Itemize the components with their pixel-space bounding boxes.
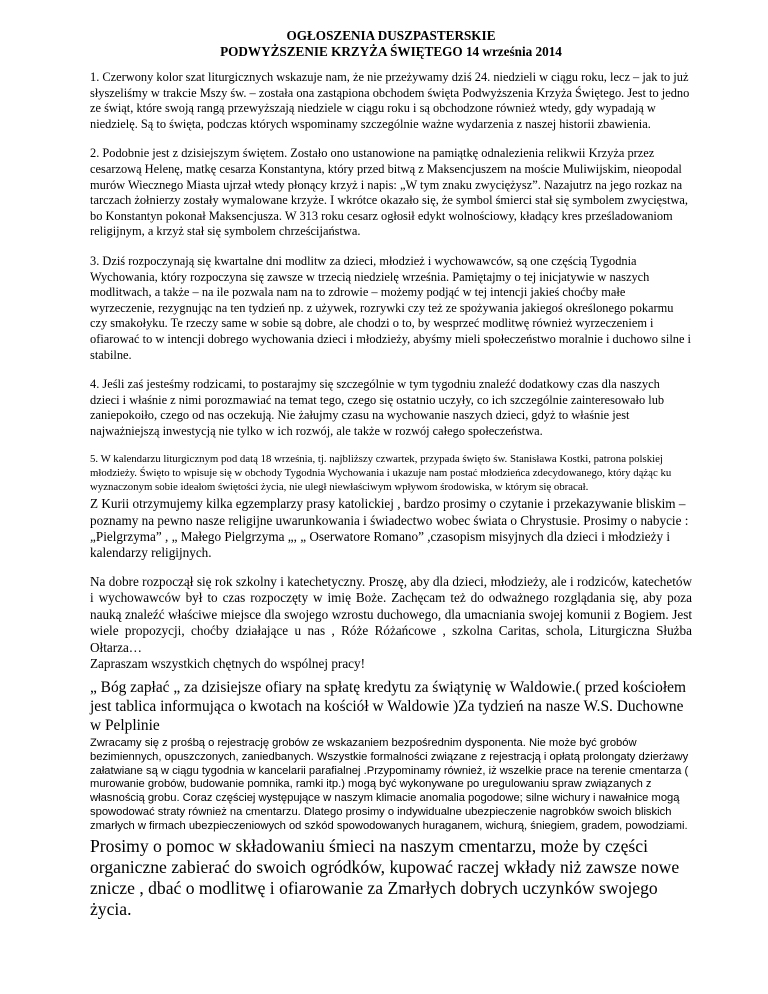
announcement-2: 2. Podobnie jest z dzisiejszym świętem. Zostało ono ustanowione na pamiątkę odnalezienia relikwii Krzyża przez cesarzową Helenę, matkę cesarza Konstantyna, który przed bitwą z Maksencjuszem na moście Muliwijskim, nieopodal murów Wiecznego Miasta ujrzał wtedy płonący krzyż i napis: „W tym znaku zwyciężysz”. Nazajutrz na jego rozkaz na tarczach żołnierzy zostały wymalowane krzyże. I wkrótce okazało się, że symbol śmierci stał się symbolem zwycięstwa, bo Konstantyn pokonał Maksencjusza. W 313 roku cesarz ogłosił edykt wolnościowy, kładący kres prześladowaniom religijnym, a krzyż stał się symbolem chrześcijaństwa. (90, 146, 688, 239)
catholic-press-notice: Z Kurii otrzymujemy kilka egzemplarzy prasy katolickiej , bardzo prosimy o czytanie i przekazywanie bliskim – poznamy na pewno nasze religijne uwarunkowania i świadectwo wobec świata o Chrystusie. Prosimy o nabycie : „Pielgrzyma” , „ Małego Pielgrzyma „, „ Oserwatore Romano” ,czasopism misyjnych dla dzieci i młodzieży i kalendarzy religijnych. (90, 496, 689, 561)
announcement-1: 1. Czerwony kolor szat liturgicznych wskazuje nam, że nie przeżywamy dziś 24. niedzieli w ciągu roku, lecz – jak to już słyszeliśmy w trakcie Mszy św. – została ona zastąpiona obchodem święta Podwyższenia Krzyża Świętego. Jest to jedno ze świąt, które swoją rangą przewyższają niedziele w ciągu roku i są obchodzone również wtedy, gdy wypadają w niedzielę. Są to święta, podczas których wspominamy szczególnie ważne wydarzenia z naszej historii zbawienia. (90, 70, 690, 131)
offering-thanks-notice: „ Bóg zapłać „ za dzisiejsze ofiary na spłatę kredytu za świątynię w Waldowie.( przed kościołem jest tablica informująca o kwotach na kościół w Waldowie )Za tydzień na nasze W.S. Duchowne w Pelplinie (90, 679, 686, 734)
heading-title: OGŁOSZENIA DUSZPASTERSKIE (286, 28, 496, 43)
school-year-notice: Na dobre rozpoczął się rok szkolny i katechetyczny. Proszę, aby dla dzieci, młodzieży, ale i rodziców, katechetów i wychowawców był to czas rozpoczęty w imię Boże. Zachęcam też do odważnego rozglądania się, aby poza nauką znaleźć właściwe miejsce dla swojego wzrostu duchowego, dla umacniania swojej komunii z Bogiem. Jest wiele propozycji, choćby działające u nas , Róże Różańcowe , szkolna Caritas, schola, Liturgiczna Służba Ołtarza… (90, 573, 692, 655)
announcement-4: 4. Jeśli zaś jesteśmy rodzicami, to postarajmy się szczególnie w tym tygodniu znaleźć dodatkowy czas dla naszych dzieci i właśnie z nimi porozmawiać na temat tego, czego się ostatnio uczyły, co ich szczególnie zainteresowało lub zaniepokoiło, czego od nas oczekują. Nie żałujmy czasu na wychowanie naszych dzieci, gdyż to właśnie jest najważniejszą inwestycją nie tylko w ich rozwój, ale także w rozwój całego społeczeństwa. (90, 377, 665, 438)
cemetery-waste-notice: Prosimy o pomoc w składowaniu śmieci na naszym cmentarzu, może by części organiczne zabierać do swoich ogródków, kupować raczej wkłady niż zawsze nowe znicze , dbać o modlitwę i ofiarowanie za Zmarłych dobrych uczynków swojego życia. (90, 835, 680, 919)
announcements-page (90, 28, 692, 920)
cemetery-registration-notice: Zwracamy się z prośbą o rejestrację grobów ze wskazaniem bezpośrednim dysponenta. Nie może być grobów bezimiennych, opuszczonych, zaniedbanych. Wszystkie formalności związane z rejestracją i opłatą prolongaty dzierżawy załatwiane są w ciągu tygodnia w kancelarii parafialnej .Przypominamy również, iż wszelkie prace na terenie cmentarza ( murowanie grobów, budowanie pomnika, ramki itp.) mogą być wykonywane po uregulowaniu spraw związanych z własnością grobu. Coraz częściej występujące w naszym klimacie anomalia pogodowe; silne wichury i nawałnice mogą spowodować straty również na cmentarzu. Dlatego prosimy o indywidualne ubezpieczenie nagrobków swoich bliskich zmarłych w firmach ubezpieczeniowych od szkód spowodowanych huraganem, wichurą, śniegiem, gradem, powodziami. (90, 737, 689, 832)
school-year-invitation: Zapraszam wszystkich chętnych do wspólnej pracy! (90, 655, 366, 671)
heading-feast-date: PODWYŻSZENIE KRZYŻA ŚWIĘTEGO 14 września 2014 (220, 44, 562, 59)
announcement-5: 5. W kalendarzu liturgicznym pod datą 18 września, tj. najbliższy czwartek, przypada święto św. Stanisława Kostki, patrona polskiej młodzieży. Święto to wpisuje się w obchody Tygodnia Wychowania i ukazuje nam postać młodzieńca zdecydowanego, który dążąc ku wyznaczonym sobie ideałom świętości życia, nie uległ niewłaściwym wpływom środowiska, w którym się obracał. (90, 453, 672, 493)
announcement-3: 3. Dziś rozpoczynają się kwartalne dni modlitw za dzieci, młodzież i wychowawców, są one częścią Tygodnia Wychowania, który rozpoczyna się zawsze w trzecią niedzielę września. Pamiętajmy o tej inicjatywie w naszych modlitwach, a także – na ile pozwala nam na to zdrowie – możemy podjąć w tej intencji jakieś choćby małe wyrzeczenie, rezygnując na ten tydzień np. z używek, rozrywki czy też ze spożywania jakiegoś określonego pokarmu czy smakołyku. Te rzeczy same w sobie są dobre, ale chodzi o to, by wesprzeć modlitwę również wyrzeczeniem i ofiarować to w intencji dobrego wychowania dzieci i młodzieży, abyśmy mieli społeczeństwo moralnie i duchowo silne i stabilne. (90, 253, 691, 362)
